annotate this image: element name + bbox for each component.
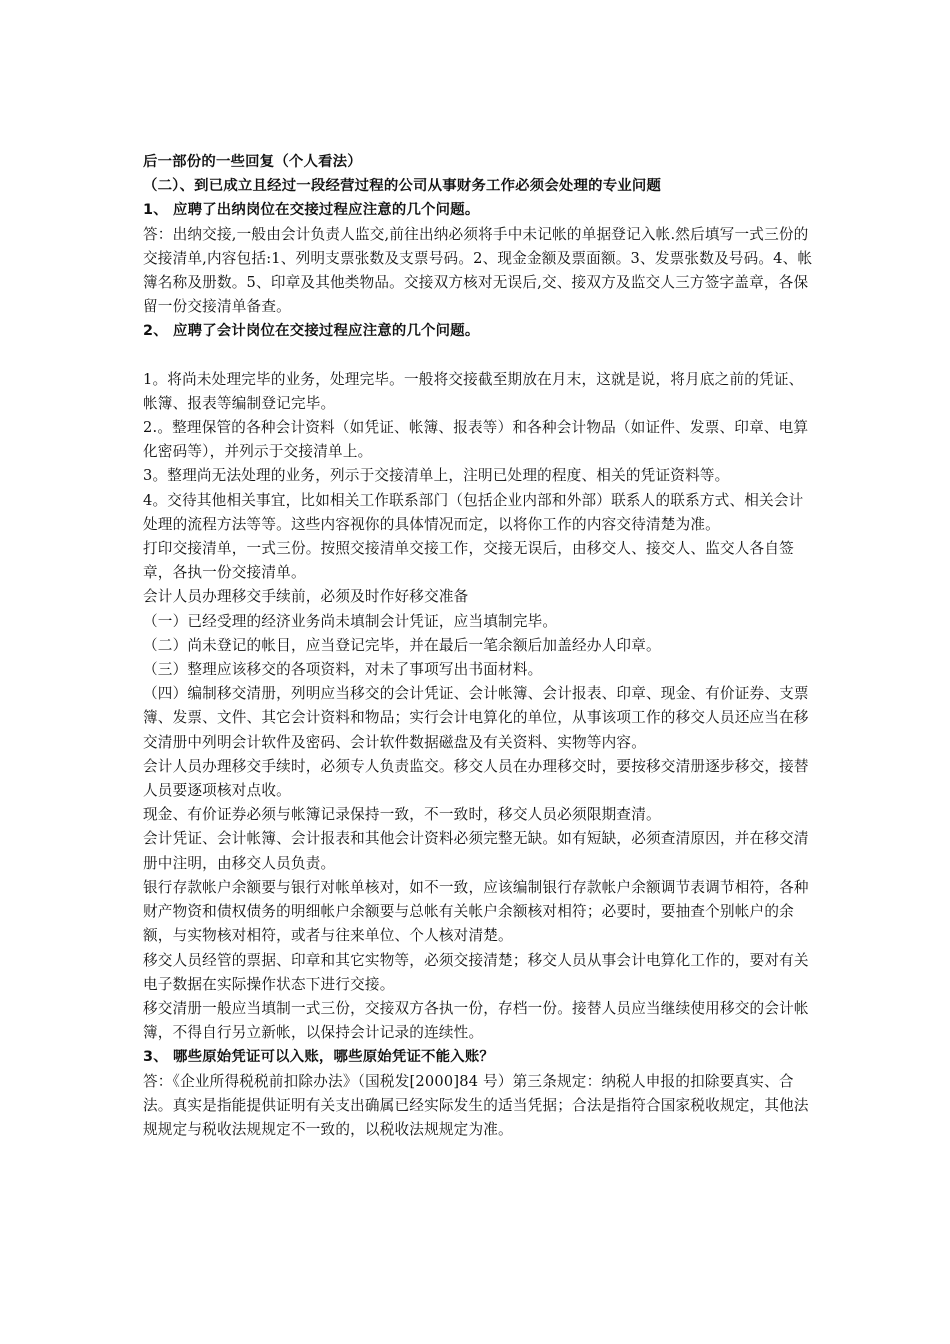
question-3: 3、 哪些原始凭证可以入账，哪些原始凭证不能入账？	[143, 1049, 495, 1066]
answer-1: 答：出纳交接,一般由会计负责人监交,前往出纳必须将手中未记帐的单据登记入帐.然后填写一式三份的交接清单,内容包括:1、列明支票张数及支票号码。2、现金金额及票面额。3、发票张数及号码。4、帐簿名称及册数。5、印章及其他类物品。交接双方核对无误后,交、接双方及监交人三方签字盖章，各保留一份交接清单备查。	[143, 225, 813, 316]
paragraph: 3。整理尚无法处理的业务，列示于交接清单上，注明已处理的程度、相关的凭证资料等。	[143, 467, 730, 485]
paragraph: 会计凭证、会计帐簿、会计报表和其他会计资料必须完整无缺。如有短缺，必须查清原因，并在移交清册中注明，由移交人员负责。	[143, 830, 809, 872]
answer-3: 答：《企业所得税税前扣除办法》（国税发[2000]84 号）第三条规定：纳税人申报的扣除要真实、合法。真实是指能提供证明有关支出确属已经实际发生的适当凭据；合法是指符合国家税收规定，其他法规规定与税收法规规定不一致的，以税收法规规定为准。	[143, 1072, 809, 1138]
question-1: 1、 应聘了出纳岗位在交接过程应注意的几个问题。	[143, 202, 480, 219]
paragraph: 银行存款帐户余额要与银行对帐单核对，如不一致，应该编制银行存款帐户余额调节表调节相符，各种财产物资和债权债务的明细帐户余额要与总帐有关帐户余额核对相符；必要时，要抽查个别帐户的余额，与实物核对相符，或者与往来单位、个人核对清楚。	[143, 878, 809, 945]
paragraph: （四）编制移交清册，列明应当移交的会计凭证、会计帐簿、会计报表、印章、现金、有价证券、支票簿、发票、文件、其它会计资料和物品；实行会计电算化的单位，从事该项工作的移交人员还应当在移交清册中列明会计软件及密码、会计软件数据磁盘及有关资料、实物等内容。	[143, 685, 809, 751]
paragraph: （一）已经受理的经济业务尚未填制会计凭证，应当填制完毕。	[143, 612, 558, 630]
paragraph: 移交人员经管的票据、印章和其它实物等，必须交接清楚；移交人员从事会计电算化工作的，要对有关电子数据在实际操作状态下进行交接。	[143, 951, 809, 993]
paragraph: （三）整理应该移交的各项资料，对未了事项写出书面材料。	[143, 661, 543, 679]
question-2: 2、 应聘了会计岗位在交接过程应注意的几个问题。	[143, 323, 480, 340]
heading-section-2: （二）、到已成立且经过一段经营过程的公司从事财务工作必须会处理的专业问题	[143, 178, 662, 195]
paragraph: 1。将尚未处理完毕的业务，处理完毕。一般将交接截至期放在月末，这就是说，将月底之前的凭证、帐簿、报表等编制登记完毕。	[143, 370, 804, 412]
paragraph: 会计人员办理移交手续前，必须及时作好移交准备	[143, 588, 469, 606]
paragraph: 4。交待其他相关事宜，比如相关工作联系部门（包括企业内部和外部）联系人的联系方式、相关会计处理的流程方法等等。这些内容视你的具体情况而定，以将你工作的内容交待清楚为准。	[143, 491, 804, 533]
paragraph: 打印交接清单，一式三份。按照交接清单交接工作，交接无误后，由移交人、接交人、监交人各自签章，各执一份交接清单。	[143, 540, 794, 582]
paragraph: 2.。整理保管的各种会计资料（如凭证、帐簿、报表等）和各种会计物品（如证件、发票、印章、电算化密码等），并列示于交接清单上。	[143, 419, 809, 461]
blank-line	[143, 344, 813, 368]
paragraph: （二）尚未登记的帐目，应当登记完毕，并在最后一笔余额后加盖经办人印章。	[143, 636, 661, 654]
document-body	[143, 150, 813, 1142]
paragraph: 现金、有价证券必须与帐簿记录保持一致，不一致时，移交人员必须限期查清。	[143, 806, 661, 824]
heading-replies: 后一部份的一些回复（个人看法）	[143, 154, 362, 170]
paragraph: 移交清册一般应当填制一式三份，交接双方各执一份，存档一份。接替人员应当继续使用移交的会计帐簿，不得自行另立新帐，以保持会计记录的连续性。	[143, 999, 809, 1042]
paragraph: 会计人员办理移交手续时，必须专人负责监交。移交人员在办理移交时，要按移交清册逐步移交，接替人员要逐项核对点收。	[143, 757, 809, 800]
